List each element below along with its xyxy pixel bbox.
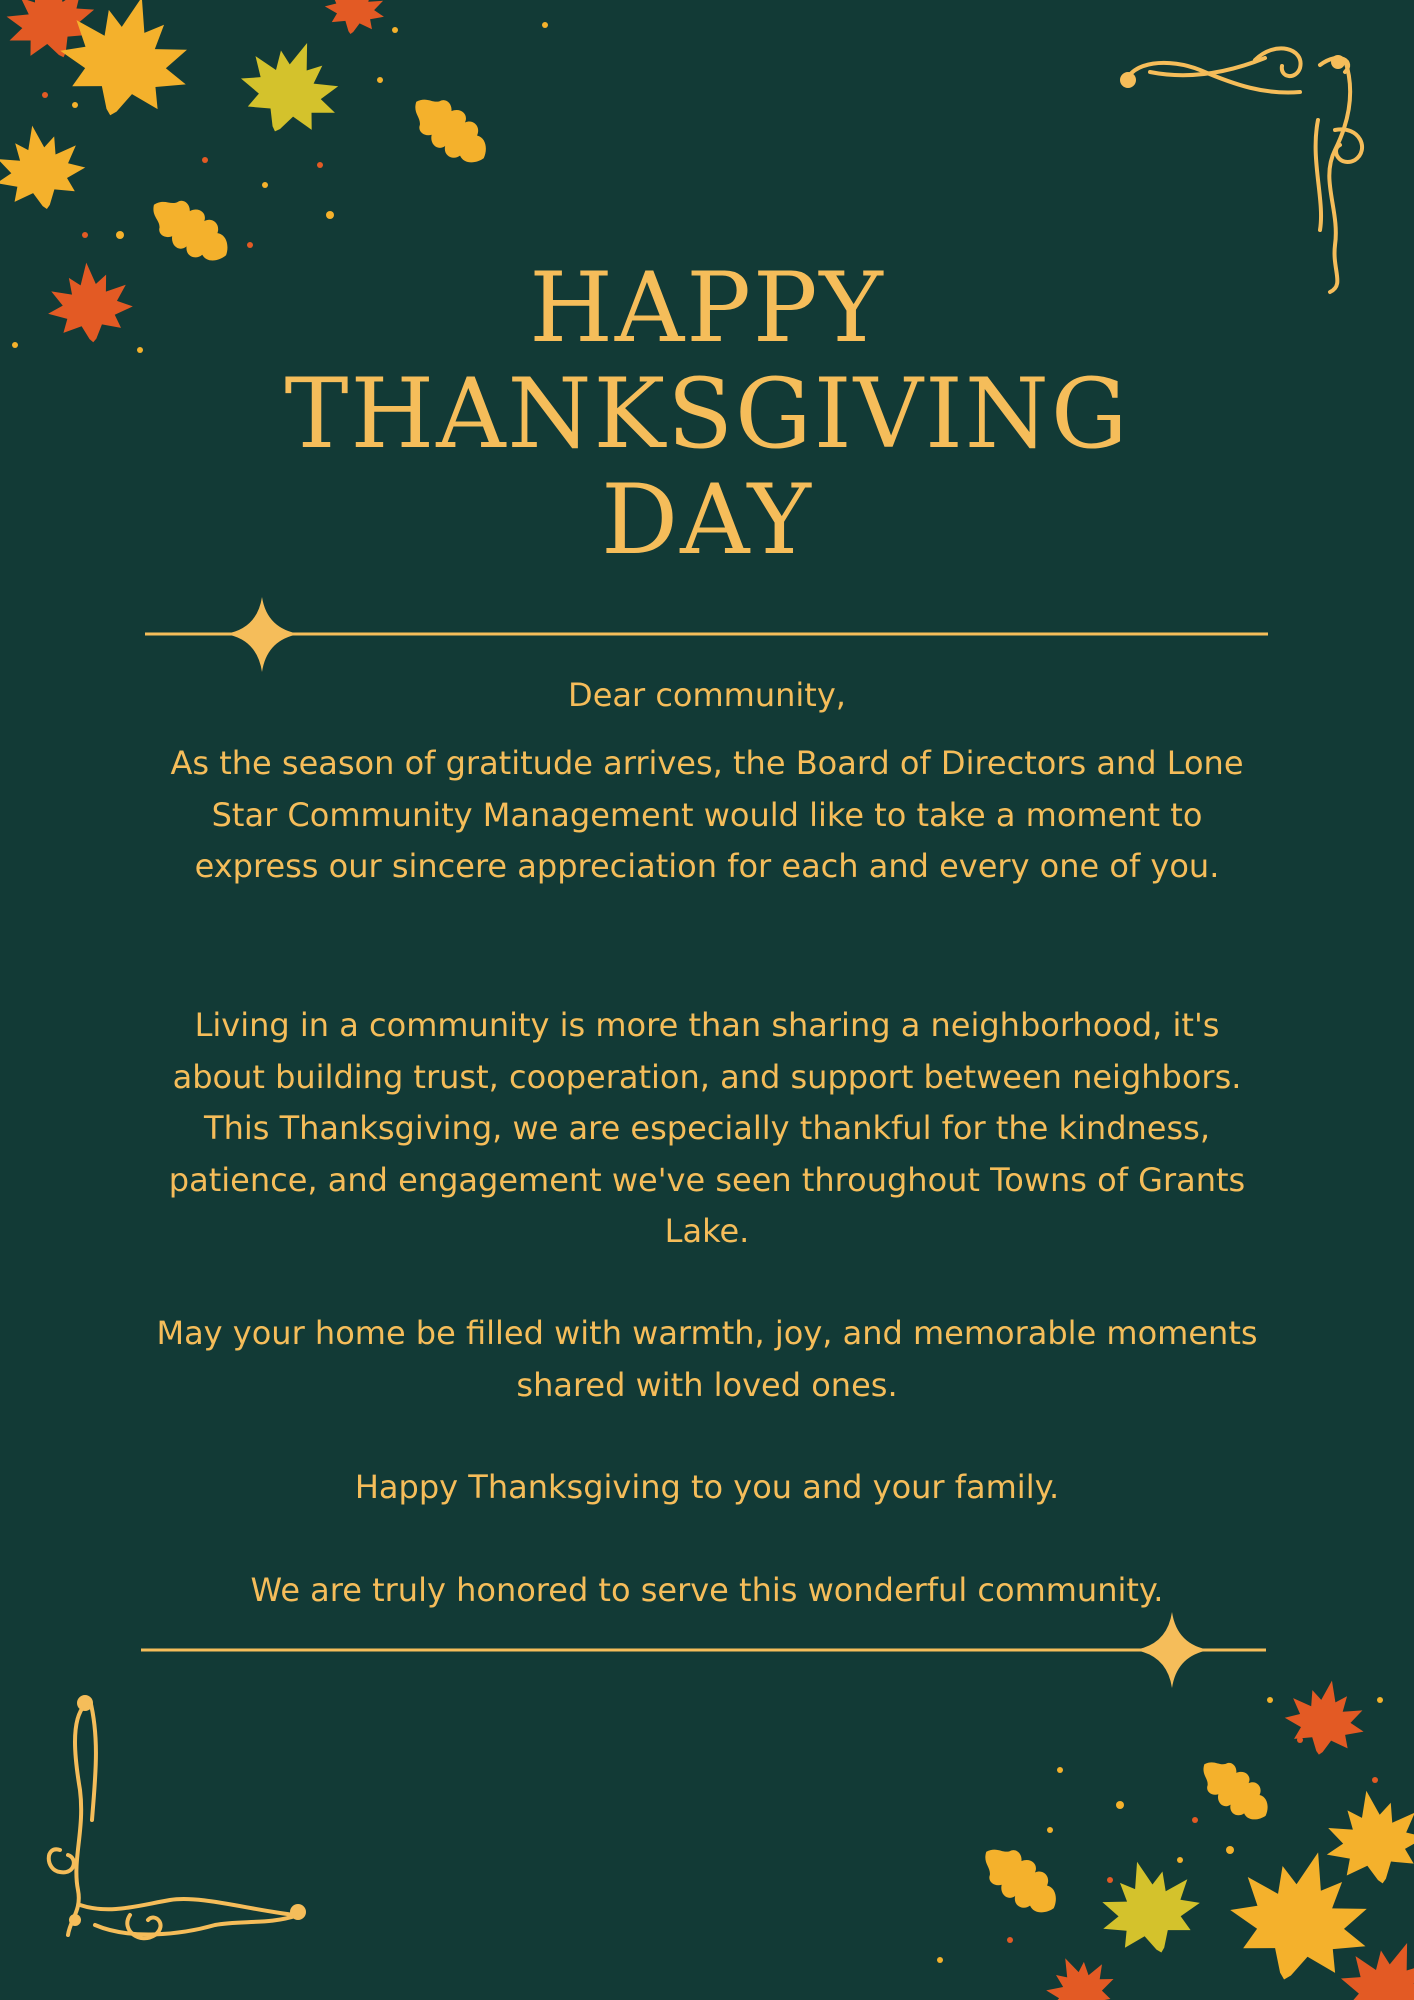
- page-title: [0, 252, 1414, 576]
- maple-leaf-icon: [0, 118, 91, 217]
- closing-line: We are truly honored to serve this wonderful community.: [250, 1571, 1164, 1609]
- maple-leaf-icon: [1089, 1849, 1210, 1966]
- body-paragraph: May your home be filled with warmth, joy, and memorable moments shared with loved ones.: [156, 1314, 1258, 1404]
- oak-leaf-icon: [402, 85, 498, 175]
- title-line: HAPPY: [529, 252, 885, 364]
- oak-leaf-icon: [1192, 1749, 1279, 1831]
- bottom-divider: [141, 1612, 1266, 1688]
- oak-leaf-icon: [972, 1835, 1068, 1925]
- salutation: Dear community,: [568, 676, 846, 714]
- title-line: THANKSGIVING: [284, 358, 1130, 470]
- body-paragraph: Happy Thanksgiving to you and your family.: [354, 1468, 1060, 1506]
- sparkle-star-icon: [1134, 1612, 1210, 1688]
- maple-leaf-icon: [321, 0, 390, 39]
- maple-leaf-icon: [1317, 1782, 1414, 1892]
- maple-leaf-icon: [228, 26, 354, 149]
- maple-leaf-icon: [1033, 1943, 1124, 2000]
- sparkle-star-icon: [225, 597, 300, 672]
- maple-leaf-icon: [1279, 1674, 1371, 1762]
- top-divider: [145, 597, 1268, 672]
- bottom-right-leaf-cluster: [937, 1674, 1414, 2000]
- body-paragraph: As the season of gratitude arrives, the Board of Directors and Lone Star Community Management would like to take a moment to express our sincere appreciation for each and every one of you.: [170, 744, 1244, 885]
- title-line: DAY: [601, 464, 813, 576]
- body-paragraph: Living in a community is more than sharing a neighborhood, it's about building trust, cooperation, and support between neighbors. This Thanksgiving, we are especially thankful for the kindness, patience, and engagement we've seen throughout Towns of Grants Lake.: [168, 1006, 1246, 1250]
- filigree-corner-icon: [49, 1697, 304, 1938]
